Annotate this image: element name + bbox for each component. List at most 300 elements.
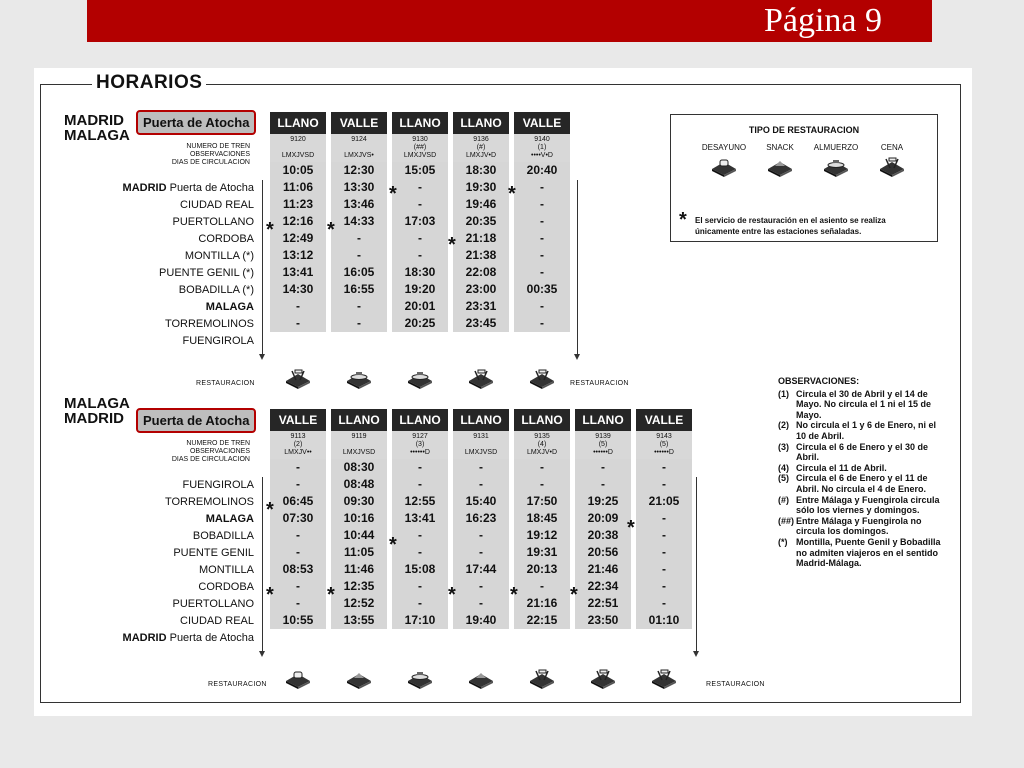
outbound-station-8 bbox=[74, 316, 254, 333]
outbound-train-9130 bbox=[392, 112, 448, 332]
inbound-train-9135 bbox=[514, 409, 570, 629]
time-cell: 23:00 bbox=[465, 282, 497, 296]
inbound-meal-9119 bbox=[345, 668, 373, 690]
station-name: Puerta de Atocha bbox=[166, 632, 254, 644]
time-cell: - bbox=[662, 460, 666, 474]
station-name: TORREMOLINOS bbox=[164, 318, 254, 330]
train-days: LMXJVSD bbox=[281, 152, 315, 159]
fare-type: LLANO bbox=[453, 112, 509, 134]
station-name: CORDOBA bbox=[198, 581, 254, 593]
station-name: CIUDAD REAL bbox=[180, 199, 254, 211]
legend-title: TIPO DE RESTAURACION bbox=[748, 125, 860, 135]
outbound-station-3 bbox=[74, 231, 254, 248]
outbound-station-0 bbox=[74, 180, 254, 197]
time-cell: 20:09 bbox=[587, 511, 619, 525]
time-cell: 13:30 bbox=[343, 180, 375, 194]
inbound-train-9139 bbox=[575, 409, 631, 629]
time-cell: 17:03 bbox=[404, 214, 436, 228]
station-name: FUENGIROLA bbox=[182, 335, 254, 347]
observacion-text: Entre Málaga y Fuengirola circula sólo los viernes y domingos. bbox=[796, 494, 940, 516]
time-cell: - bbox=[296, 579, 300, 593]
time-cell: 15:05 bbox=[404, 163, 436, 177]
inbound-arrow-left bbox=[262, 477, 263, 653]
time-cell: - bbox=[601, 460, 605, 474]
time-cell: - bbox=[540, 460, 544, 474]
outbound-arrow-left bbox=[262, 180, 263, 356]
service-asterisk: * bbox=[508, 183, 516, 205]
time-cell: - bbox=[479, 460, 483, 474]
meta-label-observations: OBSERVACIONES bbox=[189, 448, 250, 455]
service-asterisk: * bbox=[627, 517, 635, 539]
meta-label-observations: OBSERVACIONES bbox=[189, 151, 250, 158]
time-cell: 10:05 bbox=[282, 163, 314, 177]
cena-icon bbox=[528, 368, 556, 390]
timetable-sheet bbox=[34, 68, 972, 716]
observacion-key: (*) bbox=[778, 536, 788, 547]
inbound-train-9113 bbox=[270, 409, 326, 629]
inbound-meal-9131 bbox=[467, 668, 495, 690]
time-cell: 20:56 bbox=[587, 545, 619, 559]
page-title: Página 9 bbox=[763, 2, 882, 39]
observacion-key: (##) bbox=[778, 515, 795, 526]
time-cell: - bbox=[418, 248, 422, 262]
train-observations: (1) bbox=[537, 144, 547, 151]
train-info bbox=[331, 431, 387, 459]
outbound-restauracion-left: RESTAURACION bbox=[196, 380, 255, 387]
time-cell: - bbox=[662, 579, 666, 593]
outbound-meal-9136 bbox=[467, 368, 495, 390]
inbound-route bbox=[64, 396, 130, 426]
time-cell: 11:06 bbox=[282, 180, 314, 194]
legend-meal-cena bbox=[867, 143, 917, 178]
time-cell: - bbox=[296, 316, 300, 330]
fare-type: VALLE bbox=[514, 112, 570, 134]
outbound-arrow-right bbox=[577, 180, 578, 356]
time-cell: 21:38 bbox=[465, 248, 497, 262]
snack-icon bbox=[345, 668, 373, 690]
observacion-item bbox=[778, 537, 946, 569]
train-number: 9143 bbox=[656, 433, 672, 440]
outbound-to: MALAGA bbox=[64, 127, 130, 144]
train-number: 9130 bbox=[412, 136, 428, 143]
inbound-station-5 bbox=[74, 562, 254, 579]
almuerzo-icon bbox=[406, 368, 434, 390]
train-info bbox=[331, 134, 387, 162]
train-info bbox=[392, 134, 448, 162]
time-cell: 22:08 bbox=[465, 265, 497, 279]
time-cell: - bbox=[296, 528, 300, 542]
time-column bbox=[331, 162, 387, 332]
outbound-meta-labels bbox=[134, 143, 250, 167]
train-days: ••••••D bbox=[654, 449, 674, 456]
inbound-station-9 bbox=[74, 630, 254, 647]
time-cell: 12:30 bbox=[343, 163, 375, 177]
legend-meal-label: DESAYUNO bbox=[701, 143, 747, 152]
train-days: LMXJVS• bbox=[344, 152, 374, 159]
outbound-station-badge: Puerta de Atocha bbox=[136, 110, 256, 135]
time-cell: 11:23 bbox=[282, 197, 314, 211]
legend-meal-snack bbox=[755, 143, 805, 178]
time-cell: 13:46 bbox=[343, 197, 375, 211]
legend-meal-label: CENA bbox=[880, 143, 904, 152]
station-name: MONTILLA bbox=[198, 564, 254, 576]
legend-meal-label: SNACK bbox=[766, 143, 794, 152]
station-name: PUERTOLLANO bbox=[172, 216, 254, 228]
outbound-stations bbox=[74, 180, 254, 350]
inbound-meta-labels bbox=[134, 440, 250, 464]
outbound-station-2 bbox=[74, 214, 254, 231]
inbound-train-9119 bbox=[331, 409, 387, 629]
station-name: MONTILLA (*) bbox=[184, 250, 254, 262]
time-cell: - bbox=[418, 528, 422, 542]
time-column bbox=[392, 459, 448, 629]
train-number: 9135 bbox=[534, 433, 550, 440]
train-days: LMXJV•D bbox=[465, 152, 497, 159]
observacion-text: Circula el 11 de Abril. bbox=[796, 462, 887, 473]
time-column bbox=[514, 459, 570, 629]
inbound-meal-9143 bbox=[650, 668, 678, 690]
train-number: 9124 bbox=[351, 136, 367, 143]
time-cell: - bbox=[601, 477, 605, 491]
inbound-to: MADRID bbox=[64, 410, 124, 427]
station-name: PUERTOLLANO bbox=[172, 598, 254, 610]
inbound-station-7 bbox=[74, 596, 254, 613]
time-cell: 20:38 bbox=[587, 528, 619, 542]
time-cell: 20:35 bbox=[465, 214, 497, 228]
time-cell: 19:31 bbox=[526, 545, 558, 559]
time-cell: - bbox=[357, 316, 361, 330]
observacion-text: Circula el 6 de Enero y el 30 de Abril. bbox=[796, 441, 929, 463]
time-cell: 23:45 bbox=[465, 316, 497, 330]
time-cell: - bbox=[418, 477, 422, 491]
frame-right bbox=[960, 84, 961, 702]
time-cell: 21:46 bbox=[587, 562, 619, 576]
outbound-station-5 bbox=[74, 265, 254, 282]
meta-label-train-number: NUMERO DE TREN bbox=[186, 440, 250, 447]
time-cell: 16:05 bbox=[343, 265, 375, 279]
train-observations: (##) bbox=[413, 144, 427, 151]
time-cell: 19:20 bbox=[404, 282, 436, 296]
time-cell: 19:25 bbox=[587, 494, 619, 508]
restauracion-legend bbox=[670, 114, 938, 242]
outbound-station-6 bbox=[74, 282, 254, 299]
time-cell: - bbox=[662, 477, 666, 491]
time-cell: - bbox=[540, 265, 544, 279]
fare-type: LLANO bbox=[514, 409, 570, 431]
outbound-train-9120 bbox=[270, 112, 326, 332]
inbound-meal-9113 bbox=[284, 668, 312, 690]
station-name: PUENTE GENIL (*) bbox=[159, 267, 254, 279]
train-number: 9139 bbox=[595, 433, 611, 440]
time-cell: - bbox=[540, 316, 544, 330]
time-cell: 10:16 bbox=[343, 511, 375, 525]
time-cell: 10:44 bbox=[343, 528, 375, 542]
time-cell: 14:30 bbox=[282, 282, 314, 296]
inbound-restauracion-right: RESTAURACION bbox=[706, 681, 765, 688]
outbound-meal-9124 bbox=[345, 368, 373, 390]
service-asterisk: * bbox=[266, 219, 274, 241]
inbound-restauracion-left: RESTAURACION bbox=[208, 681, 267, 688]
cena-icon bbox=[589, 668, 617, 690]
service-asterisk: * bbox=[510, 584, 518, 606]
time-cell: - bbox=[418, 180, 422, 194]
time-cell: - bbox=[540, 214, 544, 228]
train-number: 9113 bbox=[290, 433, 306, 440]
train-number: 9119 bbox=[351, 433, 367, 440]
train-observations: (5) bbox=[659, 441, 669, 448]
train-days: LMXJV•• bbox=[284, 449, 312, 456]
legend-meal-almuerzo bbox=[811, 143, 861, 178]
time-cell: 01:10 bbox=[648, 613, 680, 627]
time-cell: 15:08 bbox=[404, 562, 436, 576]
outbound-restauracion-right: RESTAURACION bbox=[570, 380, 629, 387]
time-cell: - bbox=[662, 528, 666, 542]
station-name-bold: MALAGA bbox=[205, 513, 254, 525]
fare-type: LLANO bbox=[453, 409, 509, 431]
time-cell: 18:30 bbox=[465, 163, 497, 177]
station-name-bold: MADRID bbox=[122, 182, 167, 194]
time-cell: - bbox=[662, 511, 666, 525]
train-info bbox=[636, 431, 692, 459]
observacion-item bbox=[778, 473, 946, 494]
outbound-station-7 bbox=[74, 299, 254, 316]
time-cell: 16:55 bbox=[343, 282, 375, 296]
train-days: ••••••D bbox=[593, 449, 613, 456]
outbound-station-9 bbox=[74, 333, 254, 350]
train-info bbox=[453, 431, 509, 459]
time-cell: 19:40 bbox=[465, 613, 497, 627]
inbound-meal-9139 bbox=[589, 668, 617, 690]
station-name: Puerta de Atocha bbox=[166, 182, 254, 194]
almuerzo-icon bbox=[406, 668, 434, 690]
time-cell: 12:55 bbox=[404, 494, 436, 508]
almuerzo-icon bbox=[822, 156, 850, 178]
service-asterisk: * bbox=[327, 584, 335, 606]
time-cell: - bbox=[418, 231, 422, 245]
service-asterisk: * bbox=[570, 584, 578, 606]
time-cell: - bbox=[296, 299, 300, 313]
time-cell: 22:15 bbox=[526, 613, 558, 627]
time-cell: 19:46 bbox=[465, 197, 497, 211]
outbound-meal-9140 bbox=[528, 368, 556, 390]
time-cell: 08:48 bbox=[343, 477, 375, 491]
time-cell: 17:50 bbox=[526, 494, 558, 508]
inbound-station-badge: Puerta de Atocha bbox=[136, 408, 256, 433]
snack-icon bbox=[766, 156, 794, 178]
inbound-station-8 bbox=[74, 613, 254, 630]
train-observations: (#) bbox=[476, 144, 486, 151]
time-column bbox=[514, 162, 570, 332]
desayuno-icon bbox=[710, 156, 738, 178]
fare-type: LLANO bbox=[575, 409, 631, 431]
page-banner bbox=[87, 0, 932, 42]
time-cell: - bbox=[479, 477, 483, 491]
train-days: ••••••D bbox=[410, 449, 430, 456]
fare-type: LLANO bbox=[270, 112, 326, 134]
snack-icon bbox=[467, 668, 495, 690]
station-name-bold: MADRID bbox=[122, 632, 167, 644]
station-name: CIUDAD REAL bbox=[180, 615, 254, 627]
frame-left bbox=[40, 84, 41, 702]
time-cell: - bbox=[418, 460, 422, 474]
train-days: LMXJVSD bbox=[342, 449, 376, 456]
time-cell: 06:45 bbox=[282, 494, 314, 508]
time-column bbox=[453, 162, 509, 332]
observacion-key: (1) bbox=[778, 388, 789, 399]
fare-type: VALLE bbox=[270, 409, 326, 431]
outbound-station-1 bbox=[74, 197, 254, 214]
time-cell: - bbox=[357, 248, 361, 262]
train-observations: (5) bbox=[598, 441, 608, 448]
observacion-key: (#) bbox=[778, 494, 789, 505]
time-cell: - bbox=[540, 579, 544, 593]
time-cell: - bbox=[357, 299, 361, 313]
fare-type: LLANO bbox=[331, 409, 387, 431]
time-cell: 12:16 bbox=[282, 214, 314, 228]
legend-meal-label: ALMUERZO bbox=[813, 143, 859, 152]
legend-asterisk: * bbox=[679, 209, 687, 231]
time-column bbox=[636, 459, 692, 629]
train-info bbox=[270, 431, 326, 459]
train-observations bbox=[453, 441, 509, 449]
time-cell: 10:55 bbox=[282, 613, 314, 627]
time-cell: - bbox=[479, 528, 483, 542]
cena-icon bbox=[284, 368, 312, 390]
time-cell: 13:41 bbox=[404, 511, 436, 525]
time-cell: - bbox=[662, 545, 666, 559]
service-asterisk: * bbox=[389, 183, 397, 205]
time-cell: - bbox=[296, 545, 300, 559]
cena-icon bbox=[528, 668, 556, 690]
train-info bbox=[392, 431, 448, 459]
outbound-meal-9130 bbox=[406, 368, 434, 390]
station-name: BOBADILLA (*) bbox=[178, 284, 254, 296]
station-name: BOBADILLA bbox=[192, 530, 254, 542]
time-cell: 22:34 bbox=[587, 579, 619, 593]
train-info bbox=[453, 134, 509, 162]
section-title: HORARIOS bbox=[92, 72, 206, 94]
train-days: ••••V•D bbox=[531, 152, 553, 159]
train-info bbox=[575, 431, 631, 459]
train-observations: (4) bbox=[537, 441, 547, 448]
meta-label-train-number: NUMERO DE TREN bbox=[186, 143, 250, 150]
legend-meal-desayuno bbox=[699, 143, 749, 178]
observacion-text: Entre Málaga y Fuengirola no circula los domingos. bbox=[796, 515, 922, 537]
service-asterisk: * bbox=[266, 584, 274, 606]
time-cell: - bbox=[418, 545, 422, 559]
train-number: 9127 bbox=[412, 433, 428, 440]
station-name: PUENTE GENIL bbox=[173, 547, 254, 559]
time-cell: - bbox=[296, 596, 300, 610]
observacion-item bbox=[778, 516, 946, 537]
train-info bbox=[514, 134, 570, 162]
time-cell: - bbox=[479, 579, 483, 593]
cena-icon bbox=[878, 156, 906, 178]
time-cell: - bbox=[357, 231, 361, 245]
time-cell: - bbox=[662, 596, 666, 610]
inbound-station-3 bbox=[74, 528, 254, 545]
inbound-train-9143 bbox=[636, 409, 692, 629]
time-cell: 13:12 bbox=[282, 248, 314, 262]
train-number: 9131 bbox=[473, 433, 489, 440]
time-cell: 16:23 bbox=[465, 511, 497, 525]
time-cell: 00:35 bbox=[526, 282, 558, 296]
service-asterisk: * bbox=[389, 534, 397, 556]
service-asterisk: * bbox=[327, 219, 335, 241]
observacion-item bbox=[778, 420, 946, 441]
time-cell: - bbox=[296, 477, 300, 491]
outbound-train-9136 bbox=[453, 112, 509, 332]
cena-icon bbox=[650, 668, 678, 690]
observacion-item bbox=[778, 442, 946, 463]
fare-type: VALLE bbox=[331, 112, 387, 134]
inbound-train-9131 bbox=[453, 409, 509, 629]
meta-label-days: DIAS DE CIRCULACION bbox=[171, 456, 250, 463]
time-cell: - bbox=[662, 562, 666, 576]
observaciones-list bbox=[778, 389, 946, 569]
station-name: FUENGIROLA bbox=[182, 479, 254, 491]
meta-label-days: DIAS DE CIRCULACION bbox=[171, 159, 250, 166]
train-number: 9120 bbox=[290, 136, 306, 143]
time-cell: - bbox=[418, 197, 422, 211]
observaciones bbox=[778, 376, 946, 569]
time-cell: 21:18 bbox=[465, 231, 497, 245]
station-name: TORREMOLINOS bbox=[164, 496, 254, 508]
service-asterisk: * bbox=[266, 499, 274, 521]
service-asterisk: * bbox=[448, 234, 456, 256]
outbound-route bbox=[64, 113, 130, 143]
inbound-arrow-right bbox=[696, 477, 697, 653]
train-number: 9140 bbox=[534, 136, 550, 143]
time-cell: 14:33 bbox=[343, 214, 375, 228]
train-observations bbox=[270, 144, 326, 152]
time-cell: 08:53 bbox=[282, 562, 314, 576]
time-cell: 13:55 bbox=[343, 613, 375, 627]
time-cell: - bbox=[540, 231, 544, 245]
inbound-train-9127 bbox=[392, 409, 448, 629]
time-column bbox=[392, 162, 448, 332]
observacion-key: (2) bbox=[778, 420, 789, 431]
inbound-station-2 bbox=[74, 511, 254, 528]
time-cell: 15:40 bbox=[465, 494, 497, 508]
observacion-item bbox=[778, 463, 946, 474]
observacion-text: Circula el 30 de Abril y el 14 de Mayo. No circula el 1 ni el 15 de Mayo. bbox=[796, 388, 932, 420]
outbound-meal-9120 bbox=[284, 368, 312, 390]
train-observations bbox=[331, 144, 387, 152]
time-cell: 23:31 bbox=[465, 299, 497, 313]
outbound-from: MADRID bbox=[64, 112, 124, 129]
time-cell: 11:05 bbox=[343, 545, 375, 559]
time-cell: 21:05 bbox=[648, 494, 680, 508]
time-cell: 20:40 bbox=[526, 163, 558, 177]
inbound-station-0 bbox=[74, 477, 254, 494]
observaciones-title: OBSERVACIONES: bbox=[778, 376, 860, 386]
observacion-text: No circula el 1 y 6 de Enero, ni el 10 de Abril. bbox=[796, 420, 937, 441]
time-cell: 17:10 bbox=[404, 613, 436, 627]
time-cell: 18:45 bbox=[526, 511, 558, 525]
time-cell: 13:41 bbox=[282, 265, 314, 279]
time-cell: 08:30 bbox=[343, 460, 375, 474]
train-observations bbox=[331, 441, 387, 449]
train-days: LMXJVSD bbox=[403, 152, 437, 159]
time-column bbox=[331, 459, 387, 629]
observacion-key: (4) bbox=[778, 462, 789, 473]
time-column bbox=[575, 459, 631, 629]
time-cell: 19:30 bbox=[465, 180, 497, 194]
outbound-station-4 bbox=[74, 248, 254, 265]
time-column bbox=[270, 162, 326, 332]
train-info bbox=[514, 431, 570, 459]
